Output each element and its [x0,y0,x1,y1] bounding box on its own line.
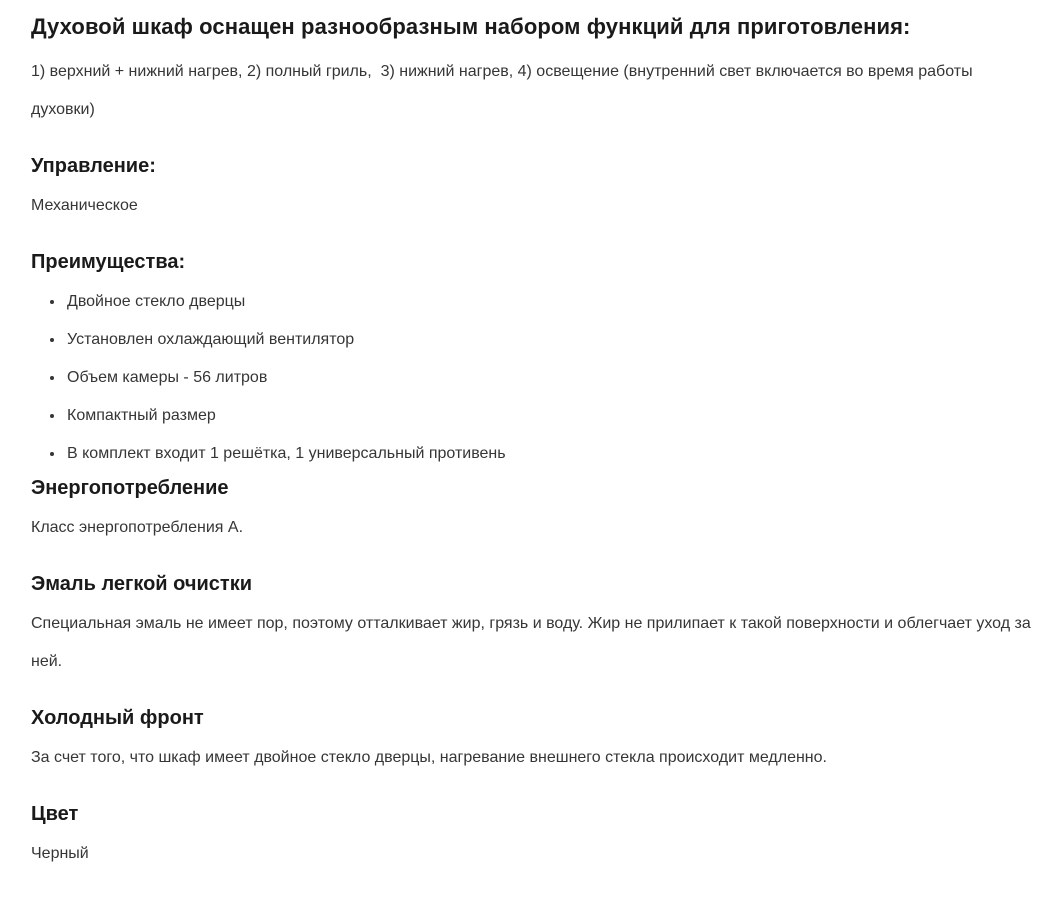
section-text-color: Черный [31,845,89,862]
functions-paragraph: 1) верхний + нижний нагрев, 2) полный гриль, 3) нижний нагрев, 4) освещение (внутренний свет включается во время работы духовки) [31,63,978,118]
list-item: • Компактный размер [65,397,1037,435]
section-heading-energy: Энергопотребление [31,477,229,499]
section-heading-advantages: Преимущества: [31,251,186,273]
advantages-list [31,283,1037,473]
list-item: • В комплект входит 1 решётка, 1 универсальный противень [65,435,1037,473]
list-item: • Установлен охлаждающий вентилятор [65,321,1037,359]
section-heading-cool-front: Холодный фронт [31,707,204,729]
section-heading-enamel: Эмаль легкой очистки [31,573,252,595]
section-text-cool-front: За счет того, что шкаф имеет двойное стекло дверцы, нагревание внешнего стекла происходит медленно. [31,749,827,766]
section-text-enamel: Специальная эмаль не имеет пор, поэтому отталкивает жир, грязь и воду. Жир не прилипает к такой поверхности и облегчает уход за ней. [31,615,1031,670]
list-item: • Двойное стекло дверцы [65,283,1037,321]
section-text-energy: Класс энергопотребления A. [31,519,244,536]
list-item: • Объем камеры - 56 литров [65,359,1037,397]
section-text-control: Механическое [31,197,138,214]
description-title: Духовой шкаф оснащен разнообразным набором функций для приготовления: [31,14,911,39]
section-heading-control: Управление: [31,155,156,177]
section-heading-color: Цвет [31,803,79,825]
